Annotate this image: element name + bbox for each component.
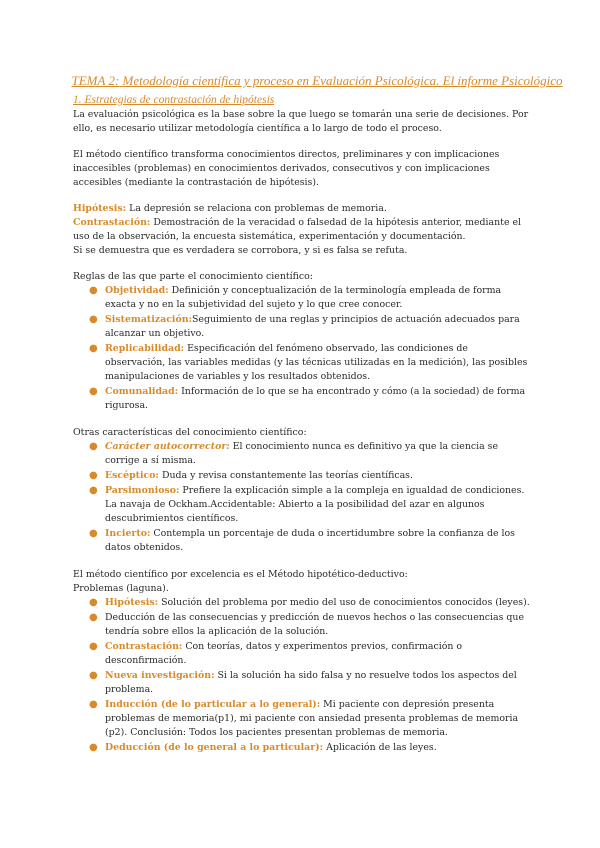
bullet-icon: ● xyxy=(89,699,98,710)
bullet-icon: ● xyxy=(89,343,98,354)
bullet-icon: ● xyxy=(89,528,98,539)
list-item: ● Contrastación: Con teorías, datos y experimentos previos, confirmación o desconfirmación. xyxy=(89,641,463,666)
bullet-icon: ● xyxy=(89,314,98,325)
list-item: ● Deducción de las consecuencias y predicción de nuevos hechos o las consecuencias que tendría sobre ellos la aplicación de la solución. xyxy=(89,612,525,637)
list-item: ● Inducción (de lo particular a lo general): Mi paciente con depresión presenta problemas de memoria(p1), mi paciente con ansiedad presenta problemas de memoria (p2). Conclusión: Todos los pacientes presentan problemas de memoria. xyxy=(89,699,519,738)
list-item: ● Carácter autocorrector: El conocimiento nunca es definitivo ya que la ciencia se corrige a sí misma. xyxy=(89,441,499,466)
bullet-icon: ● xyxy=(89,386,98,397)
method-paragraph: El método científico transforma conocimientos directos, preliminares y con implicaciones inaccesibles (problemas) en conocimientos derivados, consecutivos y con implicaciones accesibles (mediante la contrastación de hipótesis). xyxy=(73,149,500,188)
bullet-icon: ● xyxy=(89,470,98,481)
list-item: ● Replicabilidad: Especificación del fenómeno observado, las condiciones de observación, las variables medidas (y las técnicas utilizadas en la medición), las posibles manipulaciones de variables y los resultados obtenidos. xyxy=(89,343,528,382)
bullet-icon: ● xyxy=(89,670,98,681)
hypothesis-line: Hipótesis: La depresión se relaciona con problemas de memoria. xyxy=(73,203,387,214)
characteristics-intro: Otras características del conocimiento científico: xyxy=(73,427,307,438)
bullet-icon: ● xyxy=(89,612,98,623)
list-item: ● Parsimonioso: Prefiere la explicación simple a la compleja en igualdad de condiciones. La navaja de Ockham.Accidentable: Abierto a la posibilidad del azar en algunos descubrimientos científicos. xyxy=(89,485,525,524)
section-heading: 1. Estrategias de contrastación de hipótesis xyxy=(73,94,275,106)
bullet-icon: ● xyxy=(89,285,98,296)
contrast-line: Contrastación: Demostración de la veracidad o falsedad de la hipótesis anterior, mediante el uso de la observación, la encuesta sistemática, experimentación y documentación. xyxy=(73,217,522,242)
intro-paragraph: La evaluación psicológica es la base sobre la que luego se tomarán una serie de decisiones. Por ello, es necesario utilizar metodología científica a lo largo de todo el proceso. xyxy=(73,109,529,134)
bullet-icon: ● xyxy=(89,742,98,753)
corroborate-line: Si se demuestra que es verdadera se corrobora, y si es falsa se refuta. xyxy=(73,245,408,256)
bullet-icon: ● xyxy=(89,485,98,496)
rules-list xyxy=(73,284,531,413)
list-item: ● Sistematización:Seguimiento de una reglas y principios de actuación adecuados para alcanzar un objetivo. xyxy=(89,314,520,339)
list-item: ● Hipótesis: Solución del problema por medio del uso de conocimientos conocidos (leyes). xyxy=(89,597,530,608)
list-item: ● Escéptico: Duda y revisa constantemente las teorías científicas. xyxy=(89,470,413,481)
bullet-icon: ● xyxy=(89,597,98,608)
rules-intro: Reglas de las que parte el conocimiento científico: xyxy=(73,271,313,282)
list-item: ● Deducción (de lo general a lo particular): Aplicación de las leyes. xyxy=(89,742,437,753)
document-title: TEMA 2: Metodología científica y proceso en Evaluación Psicológica. El informe Psicológico xyxy=(71,73,563,88)
list-item: ● Incierto: Contempla un porcentaje de duda o incertidumbre sobre la confianza de los datos obtenidos. xyxy=(89,528,515,553)
problems-line: Problemas (laguna). xyxy=(73,583,169,594)
list-item: ● Nueva investigación: Si la solución ha sido falsa y no resuelve todos los aspectos del problema. xyxy=(89,670,517,695)
list-item: ● Comunalidad: Información de lo que se ha encontrado y cómo (a la sociedad) de forma rigurosa. xyxy=(89,386,526,411)
bullet-icon: ● xyxy=(89,441,98,452)
hd-intro: El método científico por excelencia es el Método hipotético-deductivo: xyxy=(73,569,408,580)
document-page xyxy=(71,72,563,756)
list-item: ● Objetividad: Definición y conceptualización de la terminología empleada de forma exacta y no en la subjetividad del sujeto y lo que cree conocer. xyxy=(89,285,502,310)
characteristics-list xyxy=(73,440,531,555)
hd-list xyxy=(73,596,531,755)
bullet-icon: ● xyxy=(89,641,98,652)
